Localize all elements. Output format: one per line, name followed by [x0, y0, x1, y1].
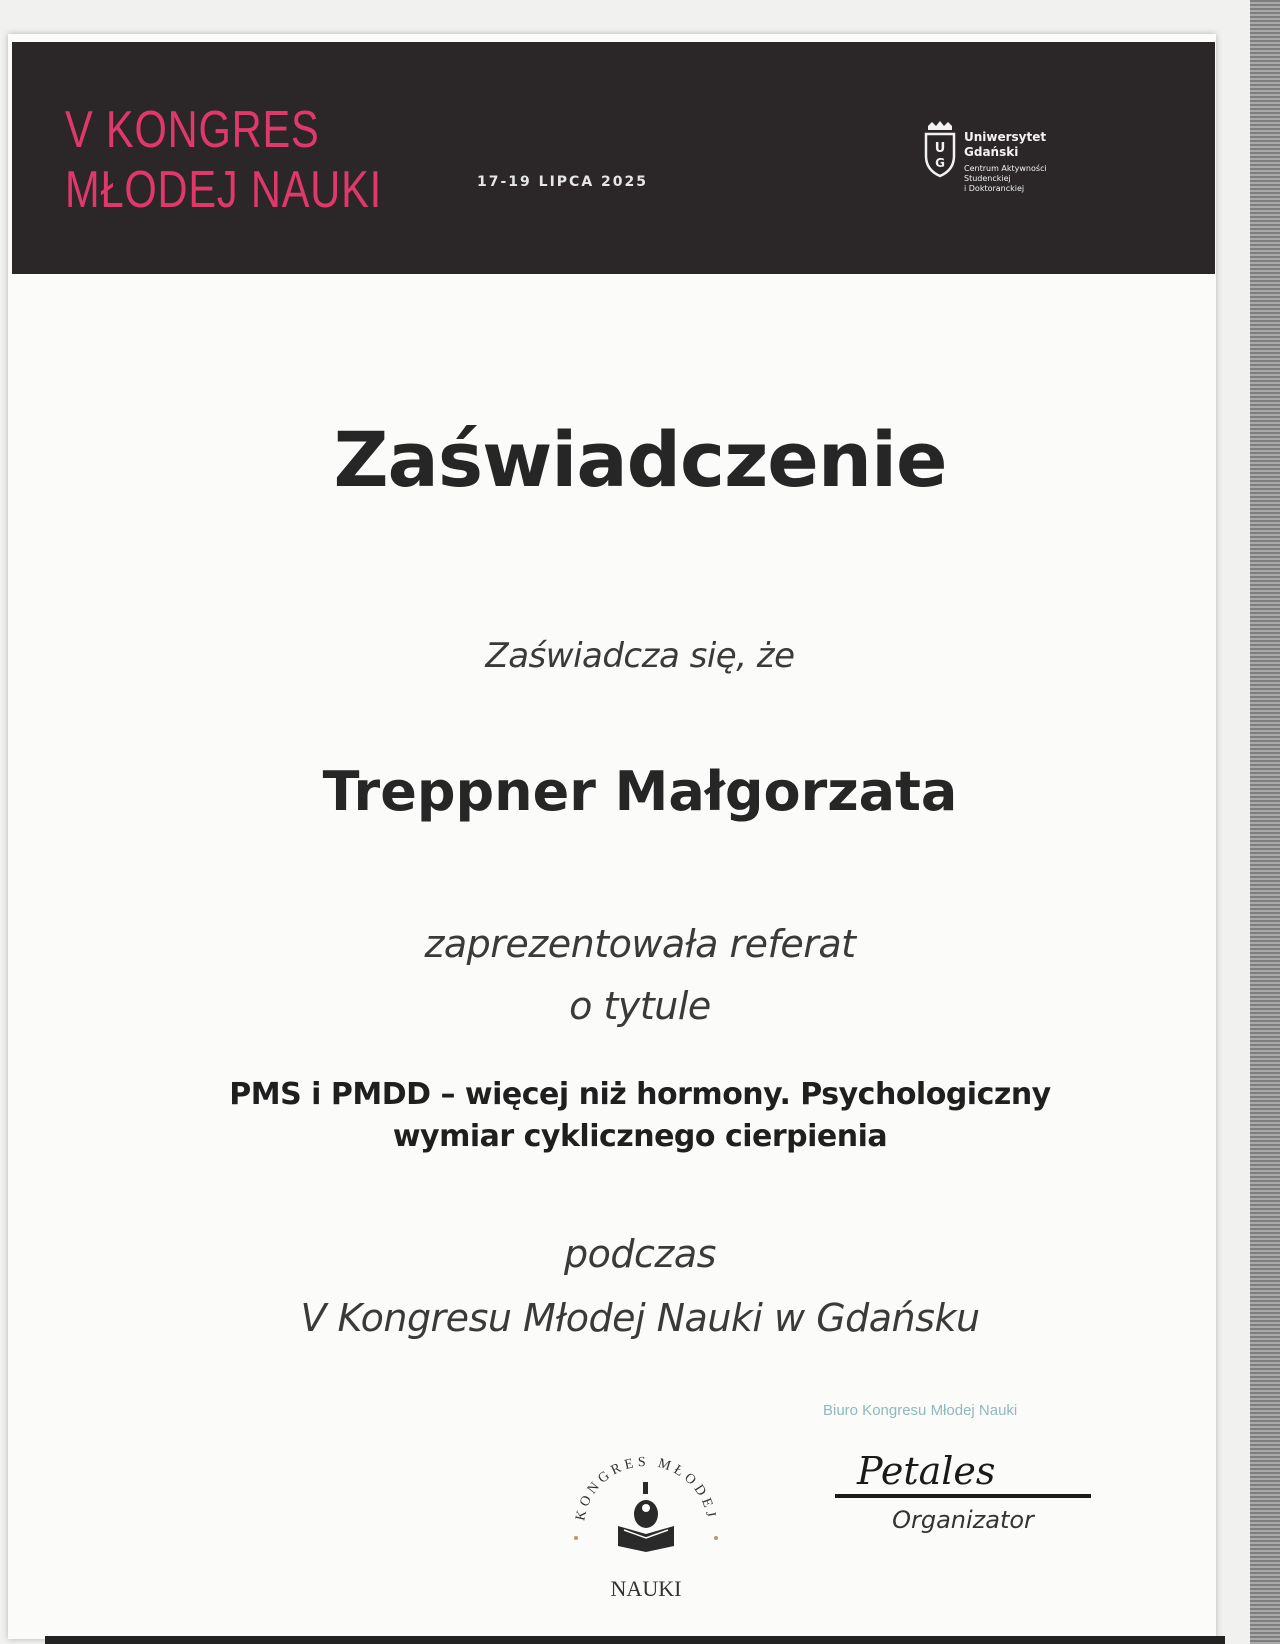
- event-line2: V Kongresu Młodej Nauki w Gdańsku: [300, 1296, 980, 1340]
- certificate-title: Zaświadczenie: [333, 415, 947, 504]
- university-unit-line1: Centrum Aktywności: [964, 164, 1047, 173]
- congress-logo-emblem-icon: [562, 1448, 732, 1608]
- signature-text: Petales: [857, 1449, 996, 1493]
- event-line1: podczas: [564, 1232, 716, 1276]
- event-date: 17-19 LIPCA 2025: [477, 174, 648, 190]
- svg-text:U: U: [934, 141, 946, 156]
- university-unit-line2: Studenckiej: [964, 174, 1011, 183]
- paper-title-line2: wymiar cyklicznego cierpienia: [392, 1119, 888, 1154]
- university-text: [964, 130, 1047, 194]
- recipient-name: Treppner Małgorzata: [322, 760, 958, 823]
- office-label: Biuro Kongresu Młodej Nauki: [823, 1402, 1018, 1419]
- congress-logo: [562, 1448, 732, 1608]
- congress-name: [65, 100, 382, 220]
- congress-name-line2: MŁODEJ NAUKI: [65, 161, 383, 219]
- university-unit-line3: i Doktoranckiej: [964, 184, 1025, 193]
- congress-name-line1: V KONGRES: [65, 101, 320, 159]
- certificate-intro: Zaświadcza się, że: [485, 636, 795, 676]
- university-crest-icon: [922, 120, 958, 178]
- logo-arc-text: KONGRES MŁODEJ: [573, 1454, 719, 1523]
- sheet-bottom-edge: [45, 1636, 1225, 1644]
- svg-text:G: G: [935, 156, 945, 170]
- paper-title: [0, 1074, 1280, 1158]
- paper-title-line1: PMS i PMDD – więcej niż hormony. Psychologiczny: [229, 1077, 1051, 1112]
- action-line2: o tytule: [569, 984, 711, 1028]
- signature-line: [835, 1494, 1091, 1498]
- university-name-line1: Uniwersytet: [964, 130, 1047, 144]
- certificate-sheet: [8, 34, 1216, 1639]
- signer-role: Organizator: [892, 1506, 1034, 1534]
- university-name-line2: Gdański: [964, 145, 1019, 159]
- header-band: [12, 42, 1215, 274]
- university-logo: [922, 120, 1132, 220]
- signature: [845, 1430, 1015, 1500]
- logo-bottom-text: NAUKI: [610, 1576, 682, 1601]
- action-line1: zaprezentowała referat: [424, 922, 856, 966]
